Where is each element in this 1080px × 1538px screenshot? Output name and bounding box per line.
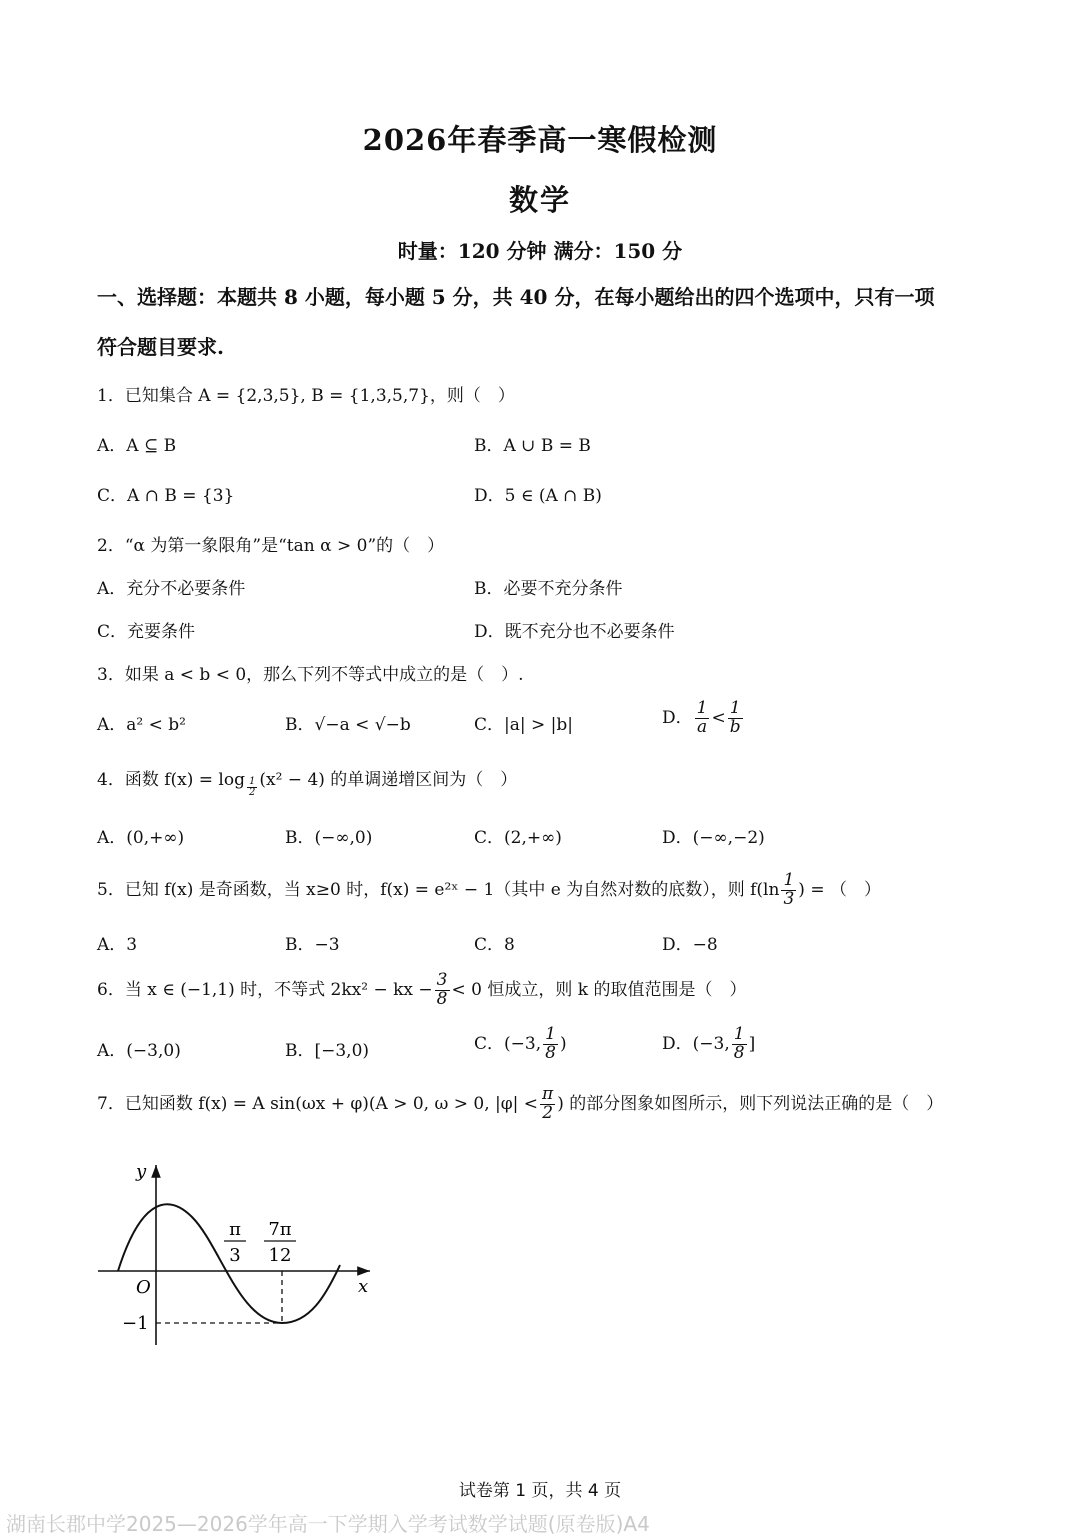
- question-7-stem: [97, 1086, 997, 1123]
- question-5-stem: [97, 872, 997, 909]
- option-d-label: D．: [662, 707, 693, 728]
- question-6-option-a: A．(−3,0): [97, 1041, 181, 1061]
- fraction-pi-over-two: [540, 1086, 555, 1123]
- less-than-sign: <: [711, 707, 726, 728]
- question-6-option-d: [662, 1026, 755, 1063]
- frac-den: a: [696, 716, 708, 737]
- fraction-one-over-b: [728, 700, 743, 737]
- close-bracket: ]: [748, 1033, 756, 1054]
- frac-den: 8: [436, 988, 448, 1009]
- question-3-option-d: [662, 700, 745, 737]
- section-heading-line1: 一、选择题：本题共 8 小题，每小题 5 分，共 40 分，在每小题给出的四个选项中，只有一项: [97, 285, 935, 309]
- question-6-option-b: B．[−3,0): [285, 1041, 370, 1061]
- frac-den: 3: [783, 888, 795, 909]
- q6-stem-suffix: < 0 恒成立，则 k 的取值范围是（ ）: [451, 979, 747, 1000]
- y-axis-label: y: [136, 1161, 147, 1182]
- exam-time-info: 时量：120 分钟 满分：150 分: [397, 239, 683, 263]
- q7-stem-prefix: 7．已知函数 f(x) = A sin(ωx + φ)(A > 0, ω > 0, |φ| <: [97, 1093, 539, 1114]
- sine-graph: [90, 1155, 390, 1355]
- frac-num: 1: [248, 775, 256, 787]
- question-4-option-d: D．(−∞,−2): [662, 828, 765, 848]
- q5-stem-prefix: 5．已知 f(x) 是奇函数，当 x≥0 时，f(x) = e²ˣ − 1（其中 e 为自然对数的底数），则 f(ln: [97, 879, 780, 900]
- frac-den: b: [729, 716, 741, 737]
- question-2-option-c: C．充要条件: [97, 622, 196, 642]
- question-1-option-a: A．A ⊆ B: [97, 436, 177, 456]
- question-3-option-b: B．√−a < √−b: [285, 715, 411, 735]
- tick-pi3-den: 3: [229, 1245, 241, 1266]
- question-1-option-c: C．A ∩ B = {3}: [97, 486, 235, 506]
- q4-stem-prefix: 4．函数 f(x) = log: [97, 770, 245, 790]
- exam-subject: 数学: [508, 183, 571, 217]
- watermark: 湖南长郡中学2025—2026学年高一下学期入学考试数学试题(原卷版)A4: [6, 1512, 650, 1536]
- frac-num: 3: [436, 970, 448, 990]
- section-heading-line2: 符合题目要求.: [97, 335, 224, 359]
- question-3-option-c: C．|a| > |b|: [474, 715, 573, 735]
- frac-den: 8: [733, 1042, 745, 1063]
- origin-label: O: [136, 1277, 151, 1298]
- question-5-option-a: A．3: [97, 935, 138, 955]
- x-axis-label: x: [358, 1276, 369, 1297]
- frac-den: 2: [248, 787, 256, 798]
- question-4-option-a: A．(0,+∞): [97, 828, 185, 848]
- question-4-option-b: B．(−∞,0): [285, 828, 373, 848]
- frac-den: 8: [545, 1042, 556, 1063]
- frac-num: 1: [733, 1024, 745, 1044]
- neg-one-label: −1: [122, 1313, 149, 1334]
- fraction-one-eighth: [732, 1026, 747, 1063]
- question-6-stem: [97, 972, 997, 1009]
- question-5-option-c: C．8: [474, 935, 515, 955]
- option-c-label: C．(−3,: [474, 1033, 542, 1054]
- frac-num: 1: [728, 700, 743, 719]
- tick-pi3-num: π: [229, 1219, 241, 1240]
- frac-num: 1: [545, 1024, 556, 1044]
- question-2-stem: 2．“α 为第一象限角”是“tan α > 0”的（ ）: [97, 536, 445, 556]
- fraction-three-eighths: [435, 972, 450, 1009]
- log-base-half: [247, 777, 257, 799]
- fraction-one-third: [781, 872, 796, 909]
- question-4-stem: [97, 766, 997, 799]
- frac-num: 1: [783, 870, 795, 890]
- frac-num: 1: [696, 698, 708, 718]
- question-2-option-d: D．既不充分也不必要条件: [474, 622, 675, 642]
- question-2-option-b: B．必要不充分条件: [474, 579, 623, 599]
- question-5-option-d: D．−8: [662, 935, 718, 955]
- question-1-stem: 1．已知集合 A = {2,3,5}, B = {1,3,5,7}，则（ ）: [97, 386, 515, 406]
- option-d-label: D．(−3,: [662, 1033, 730, 1054]
- exam-title: 2026年春季高一寒假检测: [362, 123, 718, 157]
- question-1-option-b: B．A ∪ B = B: [474, 436, 591, 456]
- tick-7pi12-den: 12: [268, 1245, 292, 1266]
- close-paren: ): [559, 1033, 567, 1054]
- q6-stem-prefix: 6．当 x ∈ (−1,1) 时，不等式 2kx² − kx −: [97, 979, 433, 1000]
- frac-num: π: [542, 1084, 554, 1104]
- q4-stem-suffix: (x² − 4) 的单调递增区间为（ ）: [259, 770, 518, 790]
- question-1-option-d: D．5 ∈ (A ∩ B): [474, 486, 602, 506]
- question-6-option-c: [474, 1026, 567, 1063]
- question-3-option-a: A．a² < b²: [97, 715, 186, 735]
- question-3-stem: 3．如果 a < b < 0，那么下列不等式中成立的是（ ）.: [97, 665, 524, 685]
- question-5-option-b: B．−3: [285, 935, 340, 955]
- fraction-one-eighth: [543, 1026, 558, 1063]
- q5-stem-suffix: ) = （ ）: [798, 879, 881, 900]
- tick-7pi12-num: 7π: [268, 1219, 292, 1240]
- question-4-option-c: C．(2,+∞): [474, 828, 562, 848]
- question-2-option-a: A．充分不必要条件: [97, 579, 246, 599]
- frac-den: 2: [542, 1102, 554, 1123]
- fraction-one-over-a: [695, 700, 710, 737]
- q7-stem-suffix: ) 的部分图象如图所示，则下列说法正确的是（ ）: [557, 1093, 944, 1114]
- page-footer: 试卷第 1 页，共 4 页: [458, 1481, 622, 1501]
